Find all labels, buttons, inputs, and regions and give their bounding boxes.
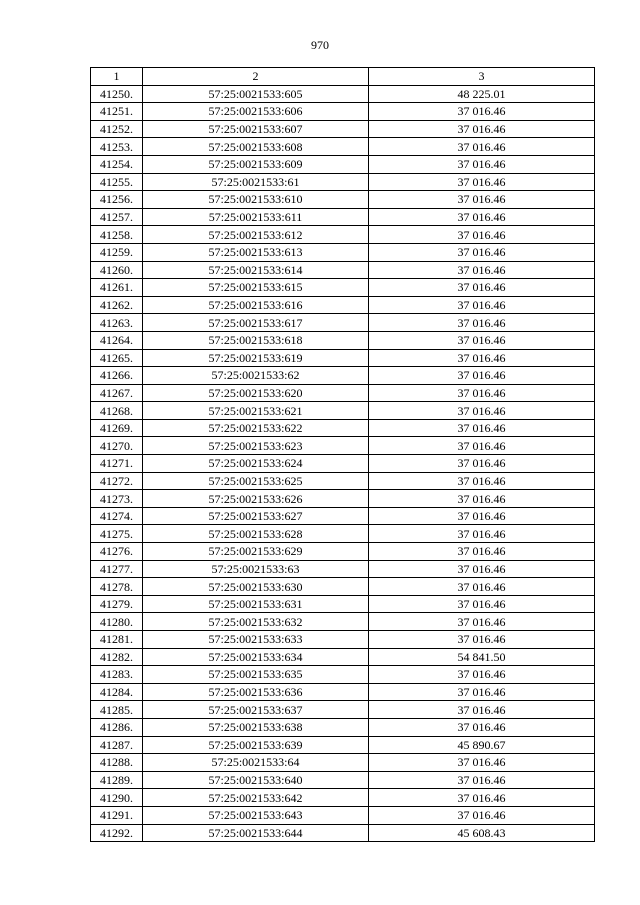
- row-number-cell: 41257.: [91, 208, 143, 226]
- value-cell: 37 016.46: [369, 173, 595, 191]
- table-row: [91, 120, 595, 138]
- cadastral-number-cell: 57:25:0021533:614: [143, 261, 369, 279]
- cadastral-number-cell: 57:25:0021533:616: [143, 296, 369, 314]
- cadastral-number-cell: 57:25:0021533:612: [143, 226, 369, 244]
- value-cell: 37 016.46: [369, 103, 595, 121]
- value-cell: 37 016.46: [369, 367, 595, 385]
- value-cell: 37 016.46: [369, 631, 595, 649]
- table-row: [91, 402, 595, 420]
- row-number-cell: 41255.: [91, 173, 143, 191]
- row-number-cell: 41268.: [91, 402, 143, 420]
- cadastral-number-cell: 57:25:0021533:630: [143, 578, 369, 596]
- value-cell: 37 016.46: [369, 806, 595, 824]
- cadastral-number-cell: 57:25:0021533:624: [143, 455, 369, 473]
- row-number-cell: 41265.: [91, 349, 143, 367]
- cadastral-value-table: [90, 67, 595, 842]
- cadastral-number-cell: 57:25:0021533:628: [143, 525, 369, 543]
- row-number-cell: 41250.: [91, 85, 143, 103]
- table-row: [91, 613, 595, 631]
- table-row: [91, 226, 595, 244]
- row-number-cell: 41267.: [91, 384, 143, 402]
- value-cell: 45 890.67: [369, 736, 595, 754]
- table-header: [91, 68, 595, 86]
- table-row: [91, 666, 595, 684]
- value-cell: 37 016.46: [369, 314, 595, 332]
- value-cell: 37 016.46: [369, 437, 595, 455]
- value-cell: 37 016.46: [369, 419, 595, 437]
- row-number-cell: 41290.: [91, 789, 143, 807]
- cadastral-number-cell: 57:25:0021533:620: [143, 384, 369, 402]
- table-row: [91, 279, 595, 297]
- table-row: [91, 683, 595, 701]
- column-header-value: 3: [369, 68, 595, 86]
- table-row: [91, 789, 595, 807]
- row-number-cell: 41266.: [91, 367, 143, 385]
- value-cell: 54 841.50: [369, 648, 595, 666]
- cadastral-number-cell: 57:25:0021533:609: [143, 155, 369, 173]
- row-number-cell: 41254.: [91, 155, 143, 173]
- row-number-cell: 41252.: [91, 120, 143, 138]
- row-number-cell: 41251.: [91, 103, 143, 121]
- cadastral-number-cell: 57:25:0021533:640: [143, 771, 369, 789]
- table-row: [91, 296, 595, 314]
- cadastral-number-cell: 57:25:0021533:642: [143, 789, 369, 807]
- table-row: [91, 595, 595, 613]
- row-number-cell: 41253.: [91, 138, 143, 156]
- value-cell: 37 016.46: [369, 331, 595, 349]
- value-cell: 37 016.46: [369, 384, 595, 402]
- cadastral-number-cell: 57:25:0021533:627: [143, 507, 369, 525]
- row-number-cell: 41288.: [91, 754, 143, 772]
- table-row: [91, 419, 595, 437]
- row-number-cell: 41272.: [91, 472, 143, 490]
- cadastral-number-cell: 57:25:0021533:617: [143, 314, 369, 332]
- row-number-cell: 41270.: [91, 437, 143, 455]
- page-number: 970: [311, 38, 329, 52]
- value-cell: 37 016.46: [369, 138, 595, 156]
- table-row: [91, 824, 595, 842]
- row-number-cell: 41276.: [91, 543, 143, 561]
- column-header-cadastral-number: 2: [143, 68, 369, 86]
- cadastral-number-cell: 57:25:0021533:635: [143, 666, 369, 684]
- cadastral-number-cell: 57:25:0021533:629: [143, 543, 369, 561]
- row-number-cell: 41284.: [91, 683, 143, 701]
- table-row: [91, 138, 595, 156]
- cadastral-number-cell: 57:25:0021533:625: [143, 472, 369, 490]
- cadastral-number-cell: 57:25:0021533:636: [143, 683, 369, 701]
- value-cell: 37 016.46: [369, 402, 595, 420]
- table-row: [91, 173, 595, 191]
- table-row: [91, 718, 595, 736]
- value-cell: 37 016.46: [369, 543, 595, 561]
- cadastral-number-cell: 57:25:0021533:606: [143, 103, 369, 121]
- value-cell: 37 016.46: [369, 613, 595, 631]
- row-number-cell: 41256.: [91, 191, 143, 209]
- table-row: [91, 631, 595, 649]
- value-cell: 37 016.46: [369, 226, 595, 244]
- value-cell: 37 016.46: [369, 666, 595, 684]
- row-number-cell: 41277.: [91, 560, 143, 578]
- cadastral-number-cell: 57:25:0021533:611: [143, 208, 369, 226]
- row-number-cell: 41258.: [91, 226, 143, 244]
- row-number-cell: 41262.: [91, 296, 143, 314]
- cadastral-number-cell: 57:25:0021533:63: [143, 560, 369, 578]
- cadastral-number-cell: 57:25:0021533:633: [143, 631, 369, 649]
- cadastral-number-cell: 57:25:0021533:634: [143, 648, 369, 666]
- table-row: [91, 155, 595, 173]
- cadastral-number-cell: 57:25:0021533:619: [143, 349, 369, 367]
- cadastral-number-cell: 57:25:0021533:608: [143, 138, 369, 156]
- table-row: [91, 85, 595, 103]
- value-cell: 37 016.46: [369, 261, 595, 279]
- value-cell: 37 016.46: [369, 243, 595, 261]
- table-row: [91, 331, 595, 349]
- value-cell: 37 016.46: [369, 296, 595, 314]
- row-number-cell: 41278.: [91, 578, 143, 596]
- table-row: [91, 455, 595, 473]
- row-number-cell: 41263.: [91, 314, 143, 332]
- value-cell: 37 016.46: [369, 208, 595, 226]
- row-number-cell: 41273.: [91, 490, 143, 508]
- value-cell: 37 016.46: [369, 595, 595, 613]
- row-number-cell: 41285.: [91, 701, 143, 719]
- row-number-cell: 41264.: [91, 331, 143, 349]
- row-number-cell: 41282.: [91, 648, 143, 666]
- row-number-cell: 41289.: [91, 771, 143, 789]
- table-row: [91, 490, 595, 508]
- table-row: [91, 648, 595, 666]
- cadastral-number-cell: 57:25:0021533:623: [143, 437, 369, 455]
- value-cell: 37 016.46: [369, 490, 595, 508]
- row-number-cell: 41292.: [91, 824, 143, 842]
- row-number-cell: 41286.: [91, 718, 143, 736]
- table-row: [91, 525, 595, 543]
- value-cell: 37 016.46: [369, 771, 595, 789]
- cadastral-number-cell: 57:25:0021533:621: [143, 402, 369, 420]
- table-row: [91, 349, 595, 367]
- table-row: [91, 384, 595, 402]
- value-cell: 37 016.46: [369, 349, 595, 367]
- value-cell: 45 608.43: [369, 824, 595, 842]
- row-number-cell: 41280.: [91, 613, 143, 631]
- cadastral-number-cell: 57:25:0021533:637: [143, 701, 369, 719]
- row-number-cell: 41279.: [91, 595, 143, 613]
- table-header-row: [91, 68, 595, 86]
- row-number-cell: 41261.: [91, 279, 143, 297]
- table-row: [91, 507, 595, 525]
- cadastral-number-cell: 57:25:0021533:638: [143, 718, 369, 736]
- cadastral-number-cell: 57:25:0021533:610: [143, 191, 369, 209]
- value-cell: 37 016.46: [369, 578, 595, 596]
- cadastral-number-cell: 57:25:0021533:644: [143, 824, 369, 842]
- table-row: [91, 771, 595, 789]
- value-cell: 37 016.46: [369, 789, 595, 807]
- value-cell: 37 016.46: [369, 683, 595, 701]
- cadastral-number-cell: 57:25:0021533:618: [143, 331, 369, 349]
- row-number-cell: 41287.: [91, 736, 143, 754]
- table-row: [91, 261, 595, 279]
- cadastral-number-cell: 57:25:0021533:639: [143, 736, 369, 754]
- cadastral-number-cell: 57:25:0021533:607: [143, 120, 369, 138]
- value-cell: 37 016.46: [369, 718, 595, 736]
- cadastral-number-cell: 57:25:0021533:64: [143, 754, 369, 772]
- table-row: [91, 103, 595, 121]
- row-number-cell: 41275.: [91, 525, 143, 543]
- cadastral-number-cell: 57:25:0021533:643: [143, 806, 369, 824]
- cadastral-number-cell: 57:25:0021533:622: [143, 419, 369, 437]
- value-cell: 37 016.46: [369, 525, 595, 543]
- row-number-cell: 41271.: [91, 455, 143, 473]
- table-row: [91, 437, 595, 455]
- cadastral-number-cell: 57:25:0021533:61: [143, 173, 369, 191]
- cadastral-number-cell: 57:25:0021533:605: [143, 85, 369, 103]
- value-cell: 37 016.46: [369, 120, 595, 138]
- value-cell: 37 016.46: [369, 560, 595, 578]
- table-row: [91, 736, 595, 754]
- cadastral-number-cell: 57:25:0021533:626: [143, 490, 369, 508]
- value-cell: 37 016.46: [369, 155, 595, 173]
- value-cell: 48 225.01: [369, 85, 595, 103]
- table-row: [91, 472, 595, 490]
- table-row: [91, 701, 595, 719]
- cadastral-number-cell: 57:25:0021533:632: [143, 613, 369, 631]
- cadastral-number-cell: 57:25:0021533:615: [143, 279, 369, 297]
- value-cell: 37 016.46: [369, 472, 595, 490]
- row-number-cell: 41274.: [91, 507, 143, 525]
- value-cell: 37 016.46: [369, 507, 595, 525]
- row-number-cell: 41291.: [91, 806, 143, 824]
- row-number-cell: 41283.: [91, 666, 143, 684]
- cadastral-number-cell: 57:25:0021533:613: [143, 243, 369, 261]
- cadastral-number-cell: 57:25:0021533:631: [143, 595, 369, 613]
- value-cell: 37 016.46: [369, 279, 595, 297]
- table-row: [91, 578, 595, 596]
- table-row: [91, 243, 595, 261]
- table-body: [91, 85, 595, 842]
- table-row: [91, 560, 595, 578]
- cadastral-number-cell: 57:25:0021533:62: [143, 367, 369, 385]
- table-row: [91, 806, 595, 824]
- value-cell: 37 016.46: [369, 191, 595, 209]
- table-row: [91, 191, 595, 209]
- row-number-cell: 41281.: [91, 631, 143, 649]
- value-cell: 37 016.46: [369, 701, 595, 719]
- row-number-cell: 41269.: [91, 419, 143, 437]
- value-cell: 37 016.46: [369, 754, 595, 772]
- table-row: [91, 314, 595, 332]
- column-header-number: 1: [91, 68, 143, 86]
- table-row: [91, 543, 595, 561]
- row-number-cell: 41259.: [91, 243, 143, 261]
- table-row: [91, 754, 595, 772]
- value-cell: 37 016.46: [369, 455, 595, 473]
- row-number-cell: 41260.: [91, 261, 143, 279]
- table-row: [91, 208, 595, 226]
- table-row: [91, 367, 595, 385]
